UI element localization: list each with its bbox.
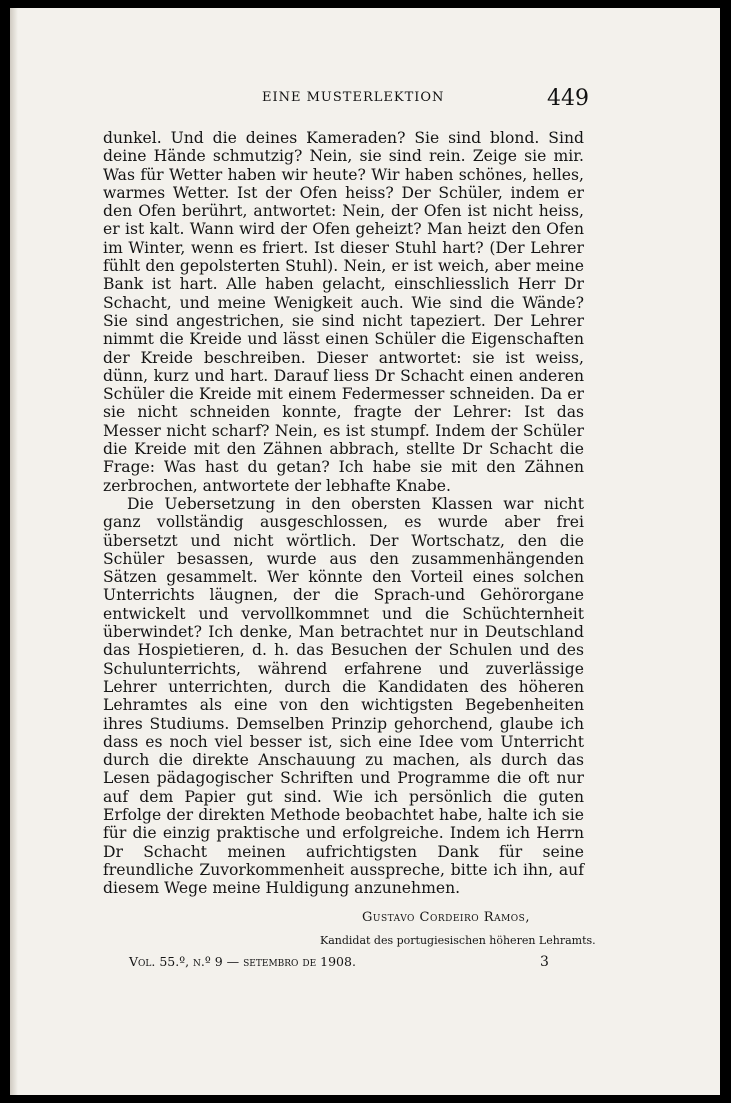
page-number: 449 <box>547 86 589 111</box>
sheet-mark: 3 <box>540 954 549 970</box>
running-title: EINE MUSTERLEKTION <box>262 90 445 105</box>
volume-footer: Vol. 55.º, n.º 9 — setembro de 1908. <box>129 954 356 969</box>
book-page <box>10 8 720 1095</box>
paragraph-1: dunkel. Und die deines Kameraden? Sie sind blond. Sind deine Hände schmutzig? Nein, sie sind rein. Zeige sie mir. Was für Wetter haben wir heute? Wir haben schönes, helles, warmes Wetter. Ist der Ofen heiss? Der Schüler, indem er den Ofen berührt, antwortet: Nein, der Ofen ist nicht heiss, er ist kalt. Wann wird der Ofen geheizt? Man heizt den Ofen im Winter, wenn es friert. Ist dieser Stuhl hart? (Der Lehrer fühlt den gepolsterten Stuhl). Nein, er ist weich, aber meine Bank ist hart. Alle haben gelacht, einschliesslich Herr Dr Schacht, und meine Wenigkeit auch. Wie sind die Wände? Sie sind angestrichen, sie sind nicht tapeziert. Der Lehrer nimmt die Kreide und lässt einen Schüler die Eigenschaften der Kreide beschreiben. Dieser antwortet: sie ist weiss, dünn, kurz und hart. Darauf liess Dr Schacht einen anderen Schüler die Kreide mit einem Federmesser schneiden. Da er sie nicht schneiden konnte, fragte der Lehrer: Ist das Messer nicht scharf? Nein, es ist stumpf. Indem der Schüler die Kreide mit den Zähnen abbrach, stellte Dr Schacht die Frage: Was hast du getan? Ich habe sie mit den Zähnen zerbrochen, antwortete der lebhafte Knabe. <box>103 129 584 495</box>
paragraph-2: Die Uebersetzung in den obersten Klassen war nicht ganz vollständig ausgeschlossen, es wurde aber frei übersetzt und nicht wörtlich. Der Wortschatz, den die Schüler besassen, wurde aus den zusammenhängenden Sätzen gesammelt. Wer könnte den Vorteil eines solchen Unterrichts läugnen, der die Sprach-und Gehörorgane entwickelt und vervollkommnet und die Schüchternheit überwindet? Ich denke, Man betrachtet nur in Deutschland das Hospietieren, d. h. das Besuchen der Schulen und des Schulunterrichts, während erfahrene und zuverlässige Lehrer unterrichten, durch die Kandidaten des höheren Lehramtes als eine von den wichtigsten Begebenheiten ihres Studiums. Demselben Prinzip gehorchend, glaube ich dass es noch viel besser ist, sich eine Idee vom Unterricht durch die direkte Anschauung zu machen, als durch das Lesen pädagogischer Schriften und Programme die oft nur auf dem Papier gut sind. Wie ich persönlich die guten Erfolge der direkten Methode beobachtet habe, halte ich sie für die einzig praktische und erfolgreiche. Indem ich Herrn Dr Schacht meinen aufrichtigsten Dank für seine freundliche Zuvorkommenheit ausspreche, bitte ich ihn, auf diesem Wege meine Huldigung anzunehmen. <box>103 494 584 898</box>
page-header <box>10 88 720 118</box>
page-edge-shadow <box>10 8 18 1095</box>
body-text <box>103 129 584 897</box>
author-signature: Gustavo Cordeiro Ramos, <box>362 910 530 925</box>
author-affiliation: Kandidat des portugiesischen höheren Lehramts. <box>320 934 596 947</box>
